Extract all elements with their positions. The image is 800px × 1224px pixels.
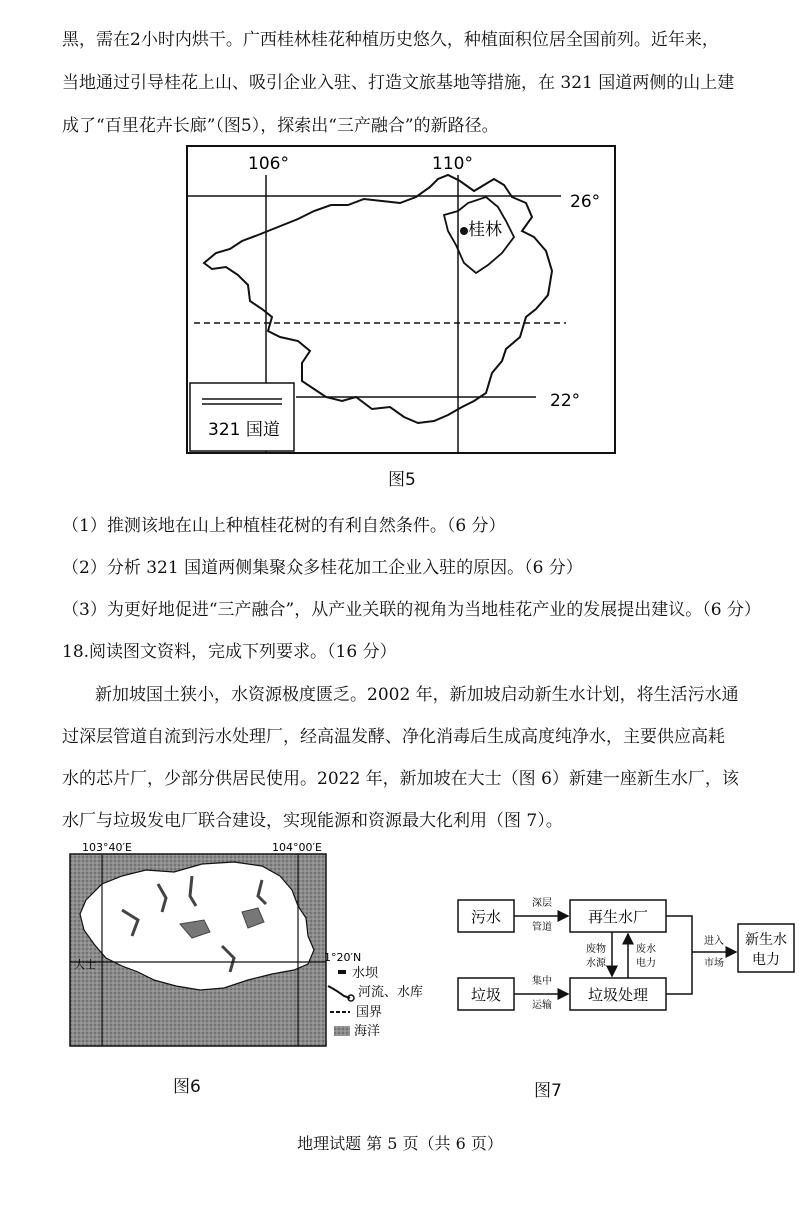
- figure-7-caption: 图7: [534, 1081, 562, 1101]
- lon-10400-label: 104°00′E: [272, 841, 322, 854]
- figure-6-map: [62, 840, 438, 1050]
- label-market: 市场: [704, 958, 724, 969]
- question-18-title: 18.阅读图文资料，完成下列要求。（16 分）: [62, 642, 397, 662]
- river-reservoir-symbol: [328, 986, 350, 998]
- lat-120-label: 1°20′N: [324, 951, 362, 964]
- figure-5-map: [186, 145, 616, 455]
- q18-para-line-1: 新加坡国土狭小，水资源极度匮乏。2002 年，新加坡启动新生水计划，将生活污水通: [95, 685, 739, 705]
- legend-river: 河流、水库: [358, 985, 424, 1000]
- sea-symbol: [334, 1026, 350, 1036]
- q18-para-line-2: 过深层管道自流到污水处理厂，经高温发酵、净化消毒后生成高度纯净水，主要供应高耗: [62, 727, 725, 747]
- legend-box: [190, 383, 294, 451]
- guilin-label: 桂林: [468, 220, 502, 240]
- question-1: （1）推测该地在山上种植桂花树的有利自然条件。（6 分）: [62, 516, 506, 536]
- q18-para-line-4: 水厂与垃圾发电厂联合建设，实现能源和资源最大化利用（图 7）。: [62, 811, 563, 831]
- connector-outputs: [666, 916, 692, 994]
- label-water-source: 水源: [586, 958, 606, 969]
- label-waste: 废物: [586, 944, 606, 955]
- box-wastewater-label: 污水: [470, 908, 502, 926]
- lon-10340-label: 103°40′E: [82, 841, 132, 854]
- legend-route-label: 321 国道: [208, 420, 280, 440]
- figure-7-diagram: [452, 880, 798, 1030]
- box-garbage-processing-label: 垃圾处理: [587, 986, 649, 1004]
- box-garbage-label: 垃圾: [470, 986, 502, 1004]
- tuas-label: 大士: [74, 958, 96, 971]
- intro-line-3: 成了“百里花卉长廊”（图5），探索出“三产融合”的新路径。: [62, 116, 499, 136]
- label-pipeline: 管道: [532, 922, 552, 933]
- intro-line-2: 当地通过引导桂花上山、吸引企业入驻、打造文旅基地等措施，在 321 国道两侧的山上建: [62, 73, 735, 93]
- guilin-dot: [460, 227, 468, 235]
- lon-106-label: 106°: [248, 154, 289, 174]
- lat-26-label: 26°: [570, 192, 601, 212]
- label-enter: 进入: [704, 936, 724, 947]
- q18-para-line-3: 水的芯片厂，少部分供居民使用。2022 年，新加坡在大士（图 6）新建一座新生水厂，该: [62, 769, 739, 789]
- label-electricity: 电力: [636, 958, 656, 969]
- figure-5-caption: 图5: [388, 470, 416, 490]
- dam-symbol: [338, 970, 346, 974]
- intro-line-1: 黑，需在2小时内烘干。广西桂林桂花种植历史悠久，种植面积位居全国前列。近年来，: [62, 30, 719, 50]
- legend-border: 国界: [356, 1005, 383, 1020]
- label-wastewater: 废水: [636, 944, 656, 955]
- page-footer: 地理试题 第 5 页（共 6 页）: [297, 1134, 503, 1153]
- legend-dam: 水坝: [352, 966, 379, 981]
- lon-110-label: 110°: [432, 154, 473, 174]
- label-collect: 集中: [532, 976, 552, 987]
- label-deep: 深层: [532, 898, 552, 909]
- question-3: （3）为更好地促进“三产融合”，从产业关联的视角为当地桂花产业的发展提出建议。（6 分）: [62, 600, 761, 620]
- figure-6-caption: 图6: [173, 1077, 201, 1097]
- lat-22-label: 22°: [550, 391, 581, 411]
- box-newater-label: 新生水: [745, 932, 787, 948]
- box-reclaimed-plant-label: 再生水厂: [587, 908, 649, 926]
- label-transport: 运输: [532, 1000, 552, 1011]
- box-power-label: 电力: [752, 952, 780, 968]
- legend-sea: 海洋: [354, 1024, 381, 1039]
- question-2: （2）分析 321 国道两侧集聚众多桂花加工企业入驻的原因。（6 分）: [62, 558, 583, 578]
